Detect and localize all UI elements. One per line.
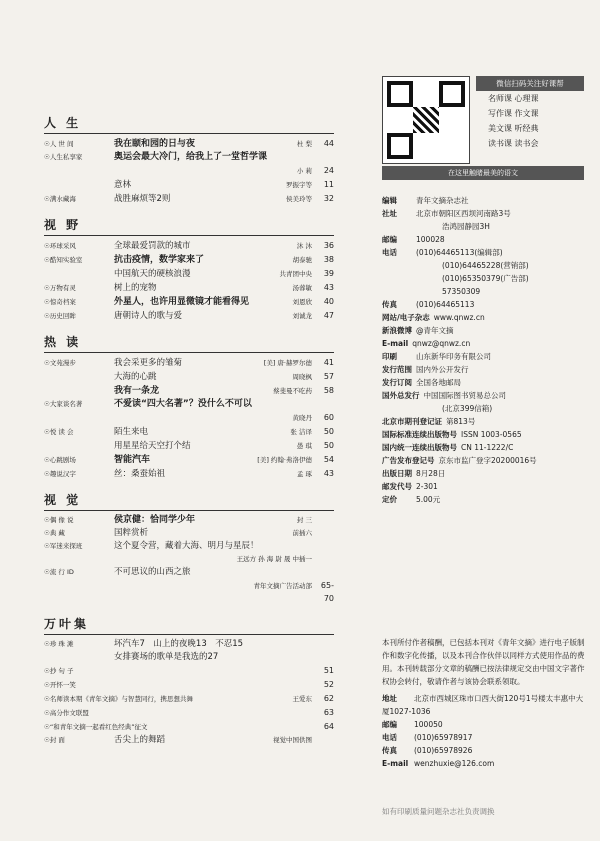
- info-label: 发行订阅: [382, 378, 412, 387]
- notice-line: [382, 692, 588, 718]
- promo-line: 名师课 心理课: [488, 94, 539, 103]
- toc-column-name: ☉环球采风: [44, 242, 76, 250]
- section-title: 视 觉: [44, 491, 334, 511]
- toc-author: 愚 琪: [296, 442, 312, 450]
- toc-author: 汤蓉敏: [292, 284, 312, 292]
- notice-value: wenzhuxie@126.com: [414, 759, 495, 768]
- info-label: 发行范围: [382, 365, 412, 374]
- info-line: [382, 376, 584, 389]
- copyright-notice: [382, 636, 588, 770]
- toc-author: 封 三: [296, 516, 312, 524]
- info-value: 第813号: [446, 417, 476, 426]
- info-line: [382, 428, 584, 441]
- info-value: 5.00元: [416, 495, 441, 504]
- promo-line: 读书课 读书会: [488, 139, 539, 148]
- section-title: 视 野: [44, 216, 334, 236]
- toc-title: 侯京健：恰同学少年: [114, 515, 196, 525]
- notice-line: [382, 744, 588, 757]
- info-label: 传真: [382, 300, 397, 309]
- toc-column-name: ☉名师读本期《青年文摘》与智慧同行，携思想共舞: [44, 695, 193, 703]
- info-line: [382, 285, 584, 298]
- toc-entry[interactable]: [44, 164, 334, 178]
- toc-title: 我有一条龙: [114, 386, 160, 396]
- info-label: 社址: [382, 209, 397, 218]
- toc-title: 战胜麻烦等2则: [114, 194, 171, 204]
- toc-column-name: ☉万物有灵: [44, 284, 76, 292]
- notice-line: [382, 718, 588, 731]
- toc-page: 63: [323, 708, 334, 717]
- promo-line: 写作课 作文课: [488, 109, 539, 118]
- info-line: [382, 389, 584, 402]
- info-value: (北京399信箱): [442, 404, 493, 413]
- toc-author: 蔡斐曼不吃药: [273, 387, 312, 395]
- info-label: 网站/电子杂志: [382, 313, 430, 322]
- info-value: www.qnwz.cn: [433, 313, 485, 322]
- toc-column-name: ☉心跳剧场: [44, 456, 76, 464]
- toc-column-name: ☉人生私享家: [44, 153, 83, 161]
- info-label: 新浪微博: [382, 326, 412, 335]
- promo-header: 微信扫码关注好课帮: [476, 76, 584, 91]
- toc-author: 杜 梨: [296, 140, 312, 148]
- toc-entry[interactable]: [44, 734, 334, 747]
- info-line: [382, 324, 584, 337]
- toc-entry[interactable]: [44, 514, 334, 527]
- info-label: 邮发代号: [382, 482, 412, 491]
- toc-title: 我会采更多的雏菊: [114, 358, 183, 368]
- toc-page: 24: [323, 166, 334, 175]
- toc-entry[interactable]: [44, 309, 334, 323]
- notice-line: [382, 757, 588, 770]
- info-label: 邮编: [382, 235, 397, 244]
- toc-author: [美] 唐·赫罗尔德: [263, 359, 312, 367]
- info-label: 广告发布登记号: [382, 456, 435, 465]
- info-value: 全国各地邮局: [416, 378, 461, 387]
- toc-entry[interactable]: [44, 467, 334, 481]
- toc-column: [44, 104, 334, 747]
- toc-author: 黄晓丹: [292, 414, 312, 422]
- info-line: [382, 272, 584, 285]
- toc-title: 全球最爱罚款的城市: [114, 241, 191, 251]
- info-line: [382, 467, 584, 480]
- info-label: 编辑: [382, 196, 397, 205]
- info-line: [382, 493, 584, 506]
- info-line: [382, 415, 584, 428]
- toc-author: [美] 约翰·弗洛伊德: [257, 456, 312, 464]
- info-label: E-mail: [382, 339, 409, 348]
- notice-value: (010)65978917: [414, 733, 473, 742]
- toc-entry[interactable]: [44, 566, 334, 579]
- notice-label: 邮编: [382, 720, 397, 729]
- toc-entry[interactable]: [44, 398, 334, 411]
- toc-column-name: ☉珍 珠 滩: [44, 640, 74, 648]
- toc-entry[interactable]: [44, 579, 334, 605]
- toc-author: 共青团中央: [279, 270, 312, 278]
- toc-title: 智能汽车: [114, 455, 151, 465]
- toc-entry[interactable]: [44, 651, 334, 664]
- toc-page: 40: [323, 297, 334, 306]
- notice-value: (010)65978926: [414, 746, 473, 755]
- info-value: (010)65350379(广告部): [442, 274, 529, 283]
- toc-author: 前插六: [292, 529, 312, 537]
- toc-column-name: ☉开怀一笑: [44, 681, 76, 689]
- toc-page: 57: [323, 372, 334, 381]
- toc-author: 青年文摘广告活动部: [253, 582, 312, 590]
- toc-page: 64: [323, 722, 334, 731]
- toc-title: 外星人，也许用显微镜才能看得见: [114, 297, 250, 307]
- toc-title: 意林: [114, 180, 132, 190]
- toc-title: 奥运会最大冷门，给我上了一堂哲学课: [114, 152, 268, 162]
- toc-author: 周晓枫: [292, 373, 312, 381]
- toc-page: 43: [323, 283, 334, 292]
- toc-title: 中国航天的硬核浪漫: [114, 269, 191, 279]
- toc-author: 刘诚龙: [292, 312, 312, 320]
- toc-entry[interactable]: [44, 151, 334, 164]
- toc-column-name: ☉悦 读 会: [44, 428, 74, 436]
- toc-entry[interactable]: [44, 267, 334, 281]
- toc-page: 38: [323, 255, 334, 264]
- toc-page: 39: [323, 269, 334, 278]
- toc-page: 36: [323, 241, 334, 250]
- toc-column-name: ☉封 面: [44, 736, 65, 744]
- toc-page: 50: [323, 427, 334, 436]
- notice-value: 北京市西城区珠市口西大街120号1号楼太丰惠中大厦1027-1036: [382, 694, 584, 716]
- promo-block: [382, 76, 584, 164]
- toc-entry[interactable]: [44, 706, 334, 720]
- info-value: 京东市监广登字20200016号: [438, 456, 537, 465]
- toc-page: 54: [323, 455, 334, 464]
- section-title: 万叶集: [44, 615, 334, 635]
- toc-author: 沐 沐: [296, 242, 312, 250]
- info-value: 浩鸿园静园3H: [442, 222, 490, 231]
- toc-entry[interactable]: [44, 425, 334, 439]
- toc-author: 罗振宇等: [286, 181, 312, 189]
- toc-column-name: ☉酷知实验室: [44, 256, 83, 264]
- toc-title: 不可思议的山西之旅: [114, 567, 191, 577]
- toc-title: 不爱读“四大名著”？没什么不可以: [114, 399, 252, 409]
- toc-column-name: ☉军迷来探班: [44, 542, 83, 550]
- toc-entry[interactable]: [44, 253, 334, 267]
- qr-code[interactable]: [382, 76, 470, 164]
- info-value: 2-301: [416, 482, 438, 491]
- toc-entry[interactable]: [44, 411, 334, 425]
- toc-column-name: ☉流 行 ID: [44, 568, 74, 576]
- toc-title: 我在颐和园的日与夜: [114, 139, 196, 149]
- toc-column-name: ☉“和青年文摘一起看红色经典”征文: [44, 723, 148, 731]
- toc-entry[interactable]: [44, 553, 334, 566]
- toc-entry[interactable]: [44, 239, 334, 253]
- promo-list: [476, 76, 584, 164]
- toc-title: 树上的宠物: [114, 283, 157, 293]
- notice-value: 100050: [414, 720, 443, 729]
- toc-page: 41: [323, 358, 334, 367]
- toc-author: 孟 琢: [296, 470, 312, 478]
- toc-column-name: ☉历史回眸: [44, 312, 76, 320]
- info-column: [382, 76, 584, 506]
- toc-entry[interactable]: [44, 281, 334, 295]
- footer-note: 如有印刷质量问题杂志社负责调换: [382, 807, 495, 816]
- section-title: 人 生: [44, 114, 334, 134]
- toc-entry[interactable]: [44, 384, 334, 398]
- toc-author: 小 莉: [296, 167, 312, 175]
- info-line: [382, 350, 584, 363]
- toc-entry[interactable]: [44, 137, 334, 151]
- info-line: [382, 259, 584, 272]
- toc-column-name: ☉惊奇档案: [44, 298, 76, 306]
- info-line: [382, 207, 584, 220]
- info-value: (010)64465113(编辑部): [416, 248, 503, 257]
- toc-entry[interactable]: [44, 692, 334, 706]
- info-label: 北京市期刊登记证: [382, 417, 442, 426]
- toc-title: 用星星给天空打个结: [114, 441, 191, 451]
- info-value: 北京市朝阳区西坝河南路3号: [416, 209, 511, 218]
- toc-column-name: ☉趣说汉字: [44, 470, 76, 478]
- info-line: [382, 454, 584, 467]
- toc-page: 65-70: [320, 581, 334, 603]
- notice-label: 电话: [382, 733, 397, 742]
- info-line: [382, 298, 584, 311]
- toc-author: 视觉中国供图: [273, 736, 312, 744]
- toc-entry[interactable]: [44, 664, 334, 678]
- info-value: 8月28日: [416, 469, 446, 478]
- toc-page: 51: [323, 666, 334, 675]
- notice-line: [382, 731, 588, 744]
- info-line: [382, 246, 584, 259]
- toc-entry[interactable]: [44, 178, 334, 192]
- info-line: [382, 337, 584, 350]
- toc-title: 陌生来电: [114, 427, 149, 437]
- toc-column-name: ☉高分作文联盟: [44, 709, 89, 717]
- toc-entry[interactable]: [44, 720, 334, 734]
- toc-author: 刘恩欣: [292, 298, 312, 306]
- toc-page: 50: [323, 441, 334, 450]
- info-line: [382, 480, 584, 493]
- toc-page: 58: [323, 386, 334, 395]
- info-label: 印刷: [382, 352, 397, 361]
- info-value: @青年文摘: [416, 326, 454, 335]
- toc-title: 唐朝诗人的歌与爱: [114, 311, 183, 321]
- info-value: 中国国际图书贸易总公司: [423, 391, 506, 400]
- toc-title: 丝：桑蚕始祖: [114, 469, 166, 479]
- toc-page: 62: [323, 694, 334, 703]
- toc-title: 大海的心跳: [114, 372, 157, 382]
- promo-line: 美文课 听经典: [488, 124, 539, 133]
- toc-entry[interactable]: [44, 356, 334, 370]
- toc-page: 47: [323, 311, 334, 320]
- toc-author: 张 洁译: [290, 428, 312, 436]
- toc-title: 坏汽车7 山上的夜晚13 不忍15: [114, 639, 244, 649]
- toc-entry[interactable]: [44, 295, 334, 309]
- toc-title: 舌尖上的舞蹈: [114, 735, 166, 745]
- toc-author: 王远方 孙 海 尉 晟 中插一: [236, 555, 312, 563]
- info-value: CN 11-1222/C: [461, 443, 514, 452]
- info-label: 国内统一连续出版物号: [382, 443, 457, 452]
- info-line: [382, 402, 584, 415]
- toc-entry[interactable]: [44, 540, 334, 553]
- toc-title: 国粹赏析: [114, 528, 149, 538]
- info-line: [382, 311, 584, 324]
- toc-entry[interactable]: [44, 453, 334, 467]
- info-line: [382, 233, 584, 246]
- toc-column-name: ☉偶 像 说: [44, 516, 74, 524]
- section-title: 热 读: [44, 333, 334, 353]
- info-value: 青年文摘杂志社: [416, 196, 469, 205]
- toc-entry[interactable]: [44, 678, 334, 692]
- toc-page: 11: [323, 180, 334, 189]
- info-label: 国外总发行: [382, 391, 420, 400]
- toc-entry[interactable]: [44, 638, 334, 651]
- toc-column-name: ☉文苑漫步: [44, 359, 76, 367]
- toc-page: 60: [323, 413, 334, 422]
- info-line: [382, 441, 584, 454]
- info-value: 100028: [416, 235, 445, 244]
- toc-column-name: ☉人 世 间: [44, 140, 74, 148]
- toc-title: 抗击疫情，数学家来了: [114, 255, 205, 265]
- notice-label: E-mail: [382, 759, 409, 768]
- info-line: [382, 220, 584, 233]
- toc-author: 胡泰驰: [292, 256, 312, 264]
- info-label: 国际标准连续出版物号: [382, 430, 457, 439]
- toc-column-name: ☉典 藏: [44, 529, 65, 537]
- info-label: 出版日期: [382, 469, 412, 478]
- toc-author: 侯美玲等: [286, 195, 312, 203]
- toc-title: 女排赛场的歌单是我选的27: [114, 652, 219, 662]
- notice-label: 地址: [382, 694, 397, 703]
- toc-column-name: ☉大家谈名著: [44, 400, 83, 408]
- info-value: 山东新华印务有限公司: [416, 352, 491, 361]
- info-value: qnwz@qnwz.cn: [412, 339, 471, 348]
- info-value: (010)64465113: [416, 300, 475, 309]
- toc-entry[interactable]: [44, 527, 334, 540]
- toc-title: 这个夏令营，藏着大海、明月与星辰！: [114, 541, 259, 551]
- info-line: [382, 194, 584, 207]
- info-line: [382, 363, 584, 376]
- promo-footer: 在这里触睹最美的语文: [382, 166, 584, 180]
- info-value: 国内外公开发行: [416, 365, 469, 374]
- toc-author: 王爱东: [292, 695, 312, 703]
- toc-column-name: ☉满水藏海: [44, 195, 76, 203]
- info-label: 定价: [382, 495, 397, 504]
- toc-entry[interactable]: [44, 439, 334, 453]
- publication-info: [382, 194, 584, 506]
- toc-entry[interactable]: [44, 370, 334, 384]
- info-value: ISSN 1003-0565: [461, 430, 522, 439]
- notice-label: 传真: [382, 746, 397, 755]
- toc-page: 52: [323, 680, 334, 689]
- toc-page: 43: [323, 469, 334, 478]
- toc-column-name: ☉抄 句 子: [44, 667, 74, 675]
- info-value: (010)64465228(营销部): [442, 261, 529, 270]
- info-value: 57350309: [442, 287, 481, 296]
- toc-entry[interactable]: [44, 192, 334, 206]
- notice-text: 本刊所付作者稿酬，已包括本刊对《青年文摘》进行电子版制作和数字化传播，以及本刊合作伙伴以同样方式使用作品的费用。本刊转载部分文章的稿酬已按法律规定交由中国文字著作权协会转付，敬请作者与该协会联系领取。: [382, 638, 585, 686]
- toc-page: 32: [323, 194, 334, 203]
- info-label: 电话: [382, 248, 397, 257]
- toc-page: 44: [323, 139, 334, 148]
